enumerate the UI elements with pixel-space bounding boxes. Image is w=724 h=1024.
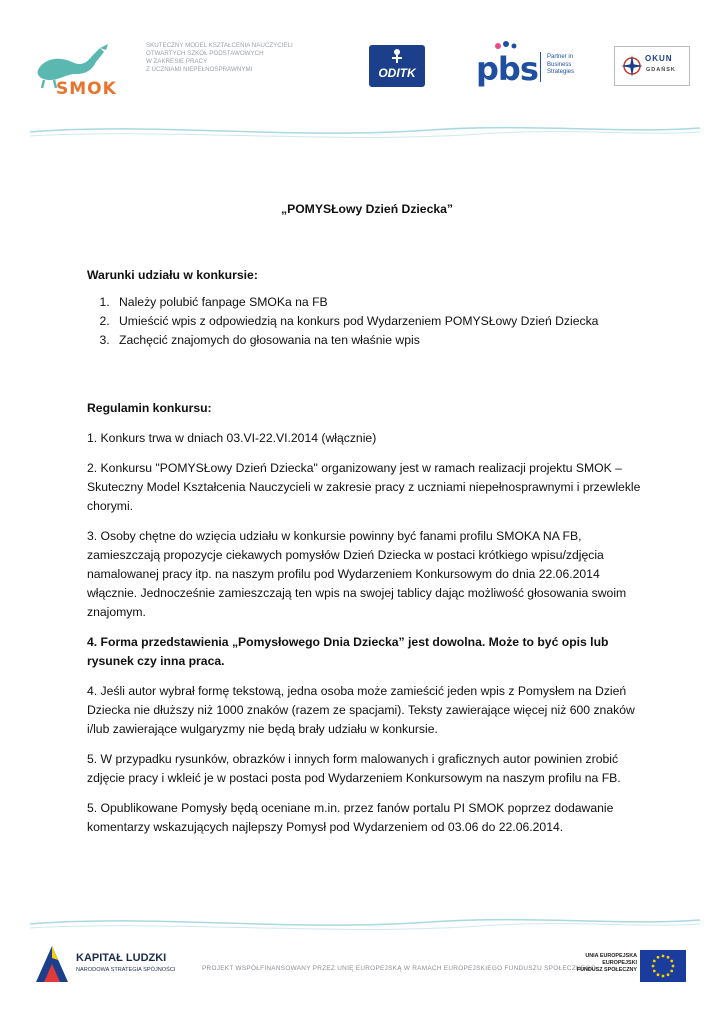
- kapital-ludzki-subtitle: NARODOWA STRATEGIA SPÓJNOŚCI: [76, 967, 176, 973]
- eu-fund-text: [561, 953, 637, 974]
- document-body: [87, 200, 647, 848]
- eu-flag-icon: [640, 950, 686, 982]
- document-title: „POMYSŁowy Dzień Dziecka”: [280, 202, 454, 216]
- smok-tagline-line: SKUTECZNY MODEL KSZTAŁCENIA NAUCZYCIELI: [146, 42, 293, 49]
- funding-note: PROJEKT WSPÓŁFINANSOWANY PRZEZ UNIĘ EUROPEJSKĄ W RAMACH EUROPEJSKIEGO FUNDUSZU SPOŁECZNEGO: [202, 965, 597, 972]
- rule-paragraph: 3. Osoby chętne do wzięcia udziału w konkursie powinny być fanami profilu SMOKA NA FB, zamieszczają propozycje ciekawych pomysłów Dzień Dziecka w postaci krótkiego wpisu/zdjęcia namalowanej pracy itp. na naszym profilu pod Wydarzeniem Konkursowym do dnia 22.06.2014 włącznie. Jednocześnie zamieszczają ten wpis na swojej tablicy dając możliwość głosowania swoim znajomym.: [87, 529, 627, 619]
- conditions-heading: Warunki udziału w konkursie:: [87, 268, 258, 282]
- pbs-tagline-line: Partner in: [547, 54, 574, 60]
- rule-paragraph: 4. Jeśli autor wybrał formę tekstową, jedna osoba może zamieścić jeden wpis z Pomysłem na Dzień Dziecka nie dłuższy niż 1000 znaków (razem ze spacjami). Teksty zawierające więcej niż 600 znaków i/lub zawierające wulgaryzmy nie będą brały udziału w konkursie.: [87, 684, 635, 736]
- okun-logo: [614, 46, 690, 86]
- pbs-tagline: [547, 54, 574, 77]
- pbs-divider: [540, 52, 541, 82]
- oditk-logo: [369, 45, 425, 87]
- smok-tagline-line: Z UCZNIAMI NIEPEŁNOSPRAWNYMI: [146, 66, 253, 73]
- rule-paragraph: 1. Konkurs trwa w dniach 03.VI-22.VI.2014 (włącznie): [87, 431, 377, 445]
- eu-fund-line: FUNDUSZ SPOŁECZNY: [576, 967, 637, 973]
- okun-logo-text: OKUN: [645, 54, 673, 63]
- pbs-tagline-line: Business: [547, 61, 572, 68]
- header-wave-divider: [30, 118, 700, 144]
- smok-tagline-line: W ZAKRESIE PRACY: [146, 58, 208, 65]
- rule-paragraph: 5. W przypadku rysunków, obrazków i innych form malowanych i graficznych autor powinien zrobić zdjęcie pracy i wkleić je w postaci posta pod Wydarzeniem Konkursowym na naszym profilu na FB.: [87, 752, 621, 785]
- pbs-tagline-line: Strategies: [547, 69, 575, 75]
- pbs-logo: [476, 42, 596, 90]
- rule-paragraph: 4. Forma przedstawienia „Pomysłowego Dnia Dziecka” jest dowolna. Może to być opis lub rysunek czy inna praca.: [87, 635, 609, 668]
- pbs-logo-text: pbs: [476, 50, 538, 88]
- list-item: 1. Należy polubić fanpage SMOKa na FB: [113, 293, 647, 312]
- smok-tagline-line: OTWARTYCH SZKÓŁ PODSTAWOWYCH: [146, 50, 264, 57]
- list-item: 3. Zachęcić znajomych do głosowania na ten właśnie wpis: [113, 331, 647, 350]
- eu-fund-line: EUROPEJSKI: [602, 960, 637, 966]
- rule-paragraph: 2. Konkursu "POMYSŁowy Dzień Dziecka" organizowany jest w ramach realizacji projektu SMOK – Skuteczny Model Kształcenia Nauczycieli w zakresie pracy z uczniami niepełnosprawnymi i przewlekle chorymi.: [87, 461, 641, 513]
- eu-fund-line: UNIA EUROPEJSKA: [585, 953, 637, 959]
- list-item: 2. Umieścić wpis z odpowiedzią na konkurs pod Wydarzeniem POMYSŁowy Dzień Dziecka: [113, 312, 647, 331]
- oditk-logo-text: ODITK: [378, 66, 416, 80]
- footer-wave-divider: [30, 908, 700, 936]
- conditions-list: [87, 293, 647, 350]
- rules-heading: Regulamin konkursu:: [87, 401, 212, 415]
- eu-stars-icon: [640, 950, 686, 982]
- compass-rose-icon: [621, 53, 643, 79]
- figure-icon: [369, 45, 425, 67]
- okun-logo-subtext: GDAŃSK: [646, 67, 676, 73]
- page-header: [0, 0, 724, 140]
- smok-logo-text: SMOK: [56, 79, 117, 99]
- kapital-ludzki-icon: [32, 942, 72, 986]
- smok-tagline: [146, 42, 306, 74]
- kapital-ludzki-title: KAPITAŁ LUDZKI: [76, 952, 167, 964]
- rule-paragraph: 5. Opublikowane Pomysły będą oceniane m.in. przez fanów portalu PI SMOK poprzez dodawanie komentarzy wskazujących najlepszy Pomysł pod Wydarzeniem od 03.06 do 22.06.2014.: [87, 801, 614, 834]
